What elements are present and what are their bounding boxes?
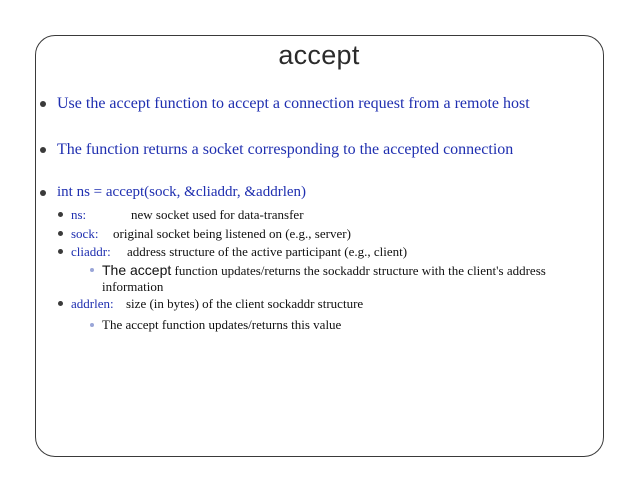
param-cliaddr (58, 244, 407, 260)
param-name: sock: (71, 226, 99, 241)
sub-bullet-lead: The accept (102, 262, 172, 278)
param-name: cliaddr: (71, 244, 111, 259)
bullet-text: int ns = accept(sock, &cliaddr, &addrlen) (57, 184, 307, 200)
sub-bullet-text: The accept function updates/returns this value (102, 317, 342, 332)
slide-title: accept (278, 40, 360, 70)
bullet-accept-usage (40, 95, 530, 113)
bullet-dot-icon (58, 301, 63, 306)
param-desc: original socket being listened on (e.g., server) (113, 226, 351, 241)
bullet-dot-icon (58, 212, 63, 217)
bullet-text: Use the accept function to accept a connection request from a remote host (57, 95, 530, 112)
sub-bullet-addrlen (90, 317, 341, 333)
param-name: addrlen: (71, 296, 114, 311)
param-sock (58, 226, 351, 242)
param-name: ns: (71, 207, 87, 222)
sub-bullet-rest: function updates/returns the sockaddr structure with the client's address information (102, 263, 546, 294)
bullet-returns-socket (40, 141, 513, 159)
param-addrlen (58, 296, 363, 312)
bullet-dot-icon (40, 190, 46, 196)
param-desc: size (in bytes) of the client sockaddr structure (126, 296, 364, 311)
sub-bullet-text (102, 262, 572, 295)
bullet-dot-icon (58, 231, 63, 236)
param-desc: new socket used for data-transfer (131, 207, 304, 222)
sub-bullet-cliaddr (90, 262, 572, 295)
bullet-signature (40, 184, 306, 201)
bullet-text: The function returns a socket corresponding to the accepted connection (57, 141, 514, 158)
bullet-dot-icon (90, 323, 94, 327)
bullet-dot-icon (40, 147, 46, 153)
bullet-dot-icon (40, 101, 46, 107)
param-desc: address structure of the active participant (e.g., client) (127, 244, 408, 259)
bullet-dot-icon (90, 268, 94, 272)
param-ns (58, 207, 304, 223)
bullet-dot-icon (58, 249, 63, 254)
